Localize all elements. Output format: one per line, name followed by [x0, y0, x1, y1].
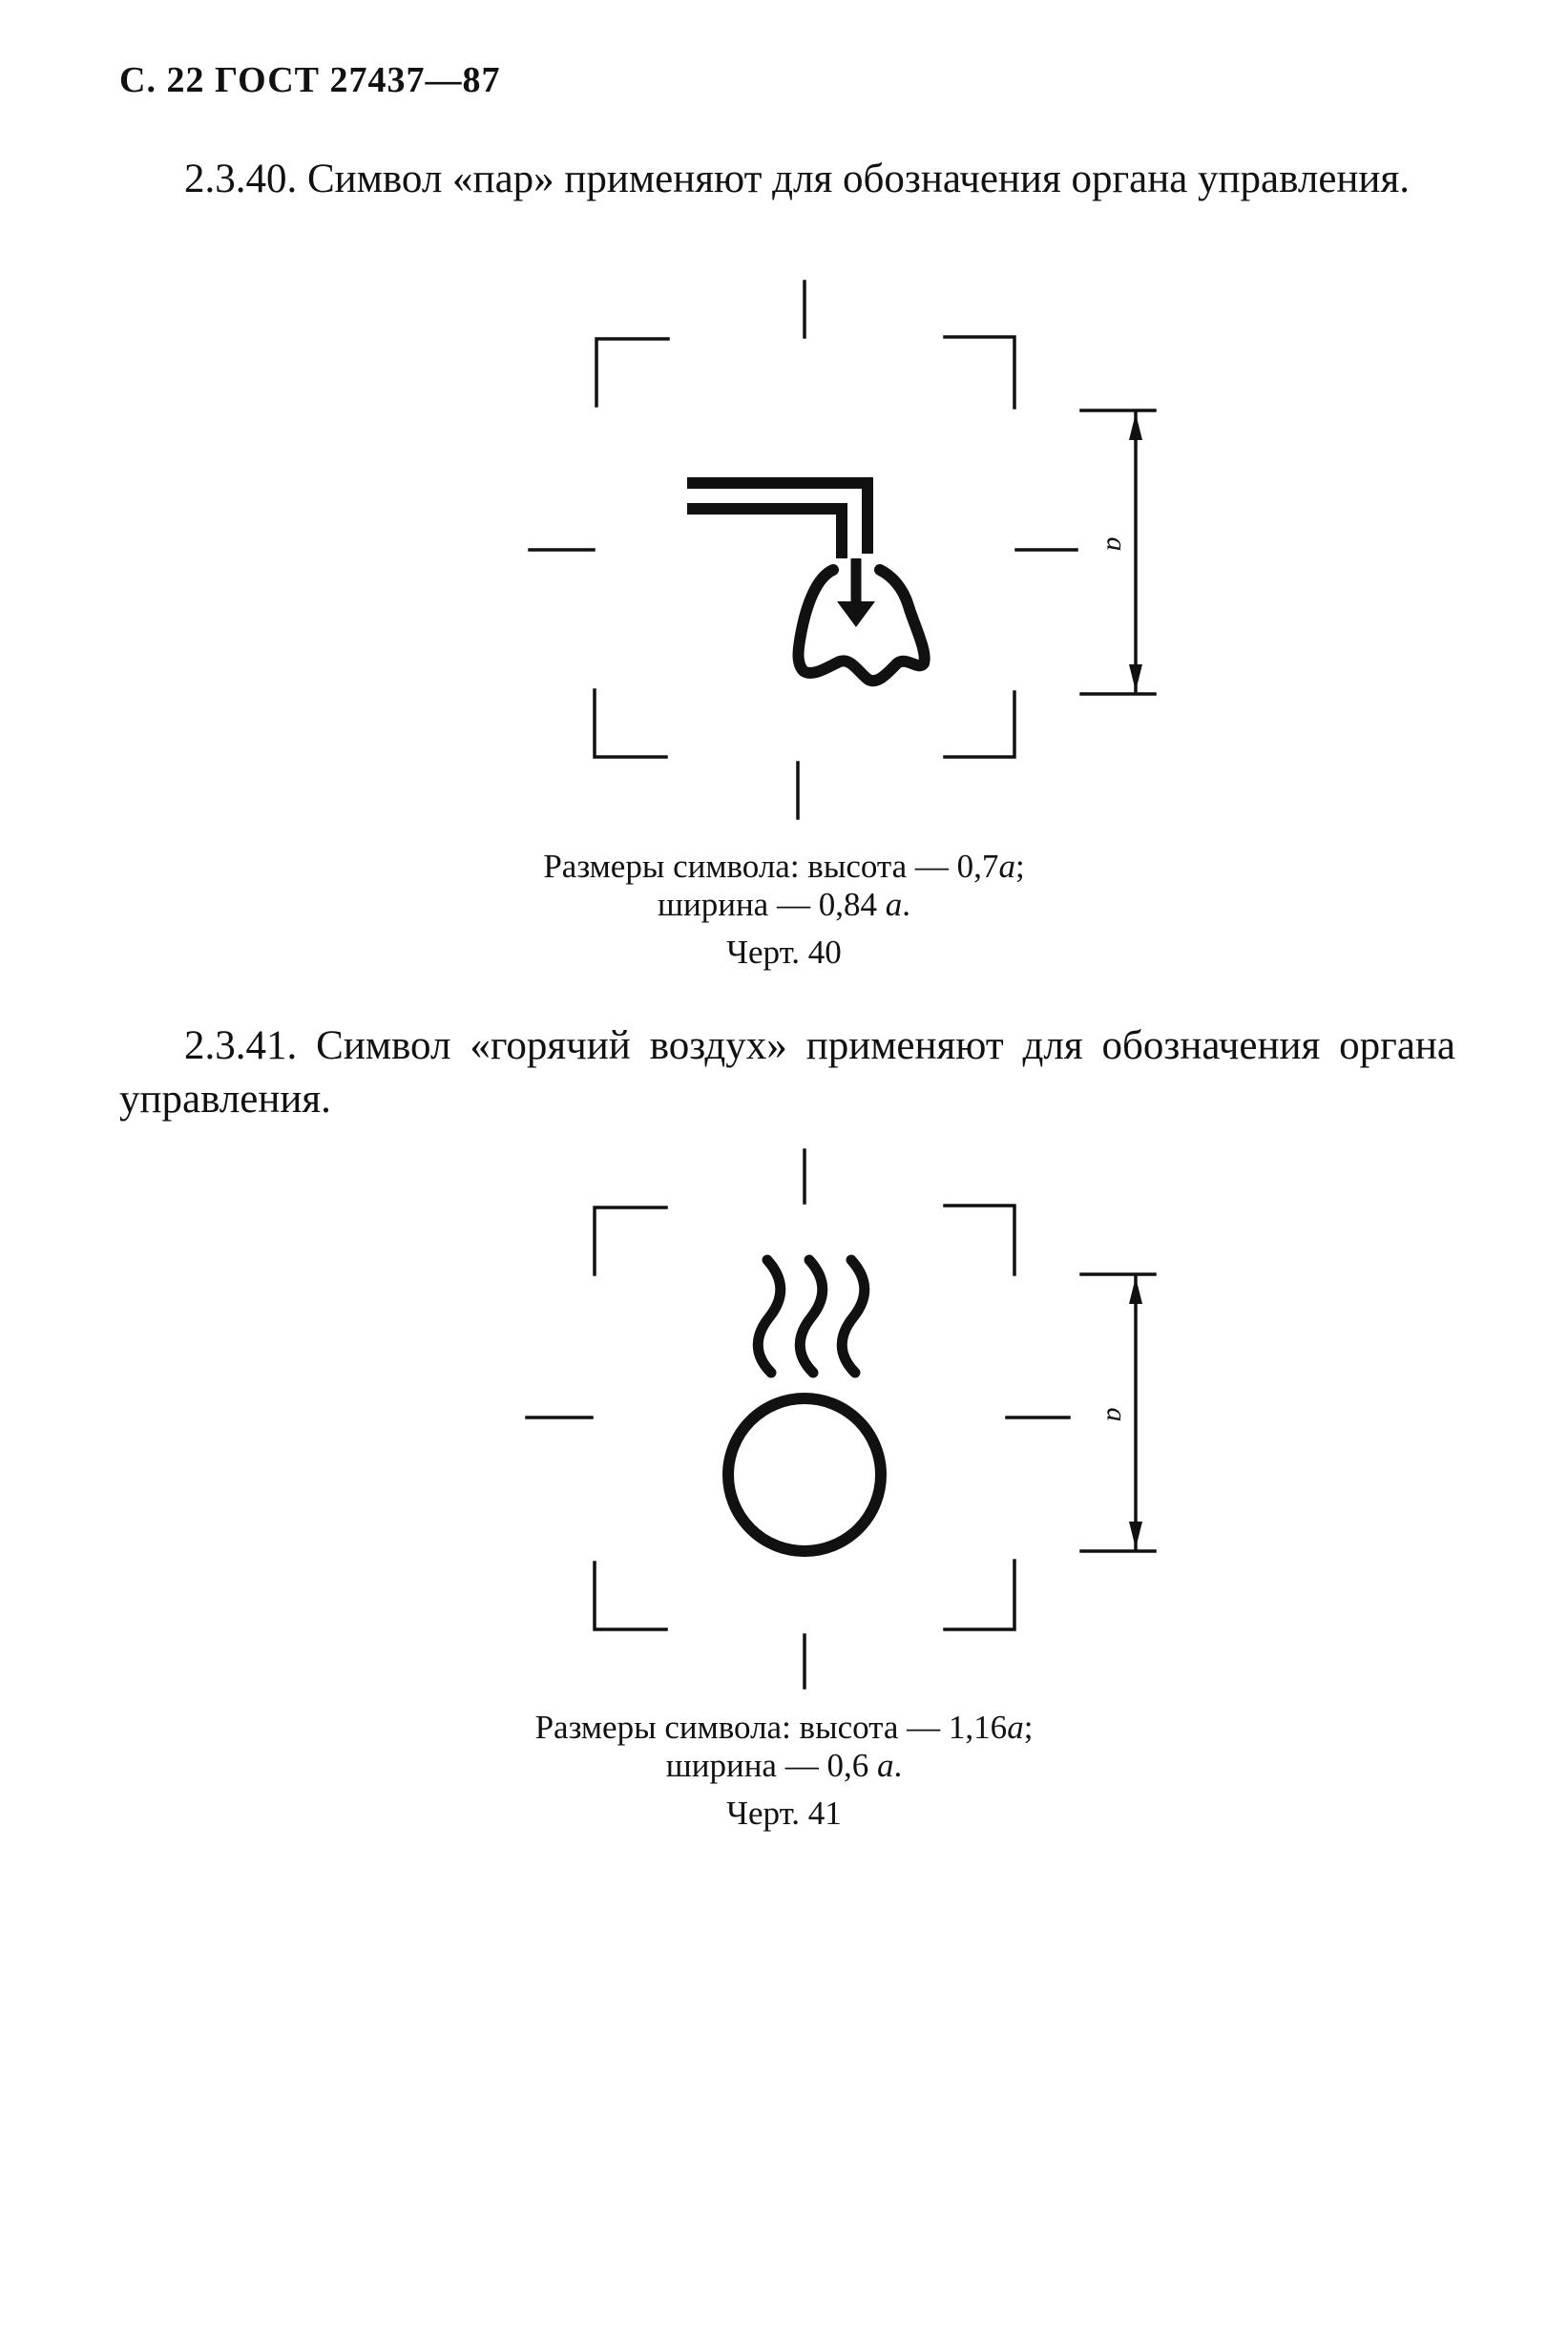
- arrow-down-icon: [1129, 664, 1142, 691]
- steam-pipe-icon: [687, 483, 868, 558]
- bracket-top-right: [945, 1206, 1014, 1274]
- paragraph-text: Символ «горячий воздух» применяют для обозначения органа управления.: [119, 1023, 1455, 1122]
- bracket-top-left: [596, 339, 668, 406]
- figure-41: [0, 1141, 1568, 1713]
- standard-designation: ГОСТ 27437—87: [214, 60, 501, 100]
- paragraph-number: 2.3.40.: [184, 157, 298, 201]
- paragraph-number: 2.3.41.: [184, 1023, 298, 1068]
- circle-icon: [728, 1398, 881, 1551]
- dimension-label: a: [1100, 536, 1133, 552]
- steam-symbol-drawing: [0, 272, 1568, 845]
- steam-cloud-icon: [799, 570, 925, 681]
- caption-40-line2: ширина — 0,84 a.: [658, 886, 910, 923]
- paragraph-2-3-40: [119, 153, 1455, 206]
- figure-40-label: Черт. 40: [726, 934, 842, 971]
- paragraph-2-3-41: [119, 1019, 1455, 1126]
- steam-arrow-down-icon: [837, 601, 875, 627]
- bracket-bottom-left: [595, 690, 666, 757]
- arrow-up-icon: [1129, 1277, 1142, 1304]
- caption-41-line1: Размеры символа: высота — 1,16a;: [534, 1709, 1034, 1746]
- bracket-bottom-left: [595, 1563, 666, 1629]
- caption-40: [0, 848, 1568, 924]
- figure-41-label: Черт. 41: [726, 1795, 842, 1832]
- arrow-down-icon: [1129, 1522, 1142, 1548]
- page-header: [119, 59, 501, 101]
- paragraph-text: Символ «пар» применяют для обозначения органа управления.: [307, 157, 1410, 201]
- bracket-top-left: [595, 1208, 666, 1274]
- caption-41-line2: ширина — 0,6 a.: [665, 1747, 903, 1784]
- caption-40-line1: Размеры символа: высота — 0,7a;: [543, 848, 1025, 885]
- dimension-label: a: [1100, 1407, 1133, 1422]
- heat-waves-icon: [758, 1260, 865, 1373]
- figure-40: [0, 272, 1568, 845]
- bracket-bottom-right: [945, 692, 1014, 757]
- caption-41: [0, 1709, 1568, 1785]
- bracket-top-right: [945, 337, 1014, 408]
- hot-air-symbol-drawing: [0, 1141, 1568, 1713]
- arrow-up-icon: [1129, 413, 1142, 440]
- page-number: С. 22: [119, 60, 205, 100]
- bracket-bottom-right: [945, 1561, 1014, 1629]
